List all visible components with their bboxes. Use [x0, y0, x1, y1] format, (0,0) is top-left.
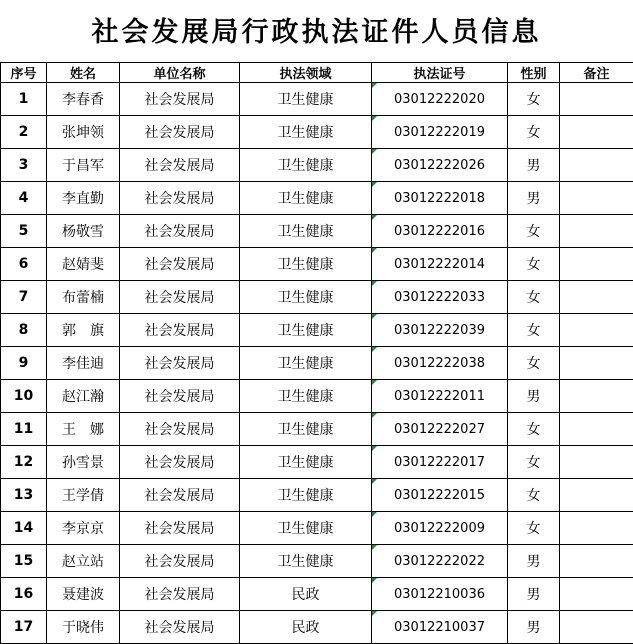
cell-cert	[372, 611, 508, 644]
cell-sex: 女	[508, 479, 560, 512]
cell-field: 卫生健康	[240, 182, 372, 215]
cert-number: 03012222027	[394, 422, 485, 437]
cell-marker-icon	[372, 512, 377, 517]
cell-name: 赵江瀚	[47, 380, 120, 413]
cell-sex: 女	[508, 248, 560, 281]
cell-marker-icon	[372, 611, 377, 616]
table-row	[1, 83, 633, 116]
cell-cert	[372, 512, 508, 545]
header-sex: 性别	[508, 63, 560, 83]
table-row	[1, 281, 633, 314]
table-row	[1, 347, 633, 380]
cell-name: 孙雪景	[47, 446, 120, 479]
cell-no: 9	[1, 347, 47, 380]
cell-field: 卫生健康	[240, 116, 372, 149]
cell-field: 卫生健康	[240, 314, 372, 347]
cell-name: 李佳迪	[47, 347, 120, 380]
cell-note	[560, 380, 633, 413]
cell-marker-icon	[372, 182, 377, 187]
cell-unit: 社会发展局	[120, 611, 240, 644]
cell-marker-icon	[372, 347, 377, 352]
cert-number: 03012222026	[394, 158, 485, 173]
cell-note	[560, 281, 633, 314]
cell-cert	[372, 314, 508, 347]
cell-unit: 社会发展局	[120, 314, 240, 347]
cert-number: 03012222038	[394, 356, 485, 371]
cell-no: 15	[1, 545, 47, 578]
cell-name: 郭 旗	[47, 314, 120, 347]
cert-number: 03012222020	[394, 92, 485, 107]
cell-name: 李春香	[47, 83, 120, 116]
cell-note	[560, 578, 633, 611]
cell-note	[560, 116, 633, 149]
cell-marker-icon	[372, 149, 377, 154]
cell-unit: 社会发展局	[120, 413, 240, 446]
cell-sex: 女	[508, 83, 560, 116]
cell-note	[560, 83, 633, 116]
cell-sex: 女	[508, 281, 560, 314]
cell-no: 1	[1, 83, 47, 116]
cell-sex: 男	[508, 149, 560, 182]
cell-marker-icon	[372, 248, 377, 253]
cell-cert	[372, 380, 508, 413]
cell-sex: 女	[508, 512, 560, 545]
header-name: 姓名	[47, 63, 120, 83]
cell-name: 布蕾楠	[47, 281, 120, 314]
cell-field: 卫生健康	[240, 380, 372, 413]
table-body	[1, 83, 633, 644]
cell-sex: 女	[508, 413, 560, 446]
cell-sex: 女	[508, 446, 560, 479]
cell-unit: 社会发展局	[120, 215, 240, 248]
cell-sex: 女	[508, 215, 560, 248]
cell-name: 聂建波	[47, 578, 120, 611]
cell-unit: 社会发展局	[120, 182, 240, 215]
table-row	[1, 413, 633, 446]
cell-unit: 社会发展局	[120, 116, 240, 149]
header-no: 序号	[1, 63, 47, 83]
cell-note	[560, 182, 633, 215]
cell-marker-icon	[372, 578, 377, 583]
cell-field: 卫生健康	[240, 479, 372, 512]
cell-no: 3	[1, 149, 47, 182]
cell-note	[560, 314, 633, 347]
cell-unit: 社会发展局	[120, 446, 240, 479]
cell-no: 6	[1, 248, 47, 281]
table-row	[1, 545, 633, 578]
table-row	[1, 314, 633, 347]
cell-unit: 社会发展局	[120, 248, 240, 281]
cell-sex: 女	[508, 314, 560, 347]
cell-unit: 社会发展局	[120, 281, 240, 314]
cell-sex: 女	[508, 347, 560, 380]
cell-name: 李直勤	[47, 182, 120, 215]
cell-no: 2	[1, 116, 47, 149]
cell-cert	[372, 83, 508, 116]
cell-note	[560, 446, 633, 479]
cell-cert	[372, 116, 508, 149]
cert-number: 03012222019	[394, 125, 485, 140]
table-row	[1, 248, 633, 281]
cell-name: 赵婧斐	[47, 248, 120, 281]
cell-no: 8	[1, 314, 47, 347]
cell-no: 10	[1, 380, 47, 413]
cell-field: 民政	[240, 611, 372, 644]
cert-number: 03012222009	[394, 521, 485, 536]
table-row	[1, 149, 633, 182]
cell-field: 卫生健康	[240, 512, 372, 545]
cert-number: 03012210036	[394, 587, 485, 602]
cell-field: 卫生健康	[240, 347, 372, 380]
cell-cert	[372, 446, 508, 479]
cell-no: 16	[1, 578, 47, 611]
cell-note	[560, 413, 633, 446]
cell-name: 张坤领	[47, 116, 120, 149]
cert-number: 03012222022	[394, 554, 485, 569]
cell-unit: 社会发展局	[120, 347, 240, 380]
cell-name: 赵立站	[47, 545, 120, 578]
cell-marker-icon	[372, 545, 377, 550]
cell-unit: 社会发展局	[120, 479, 240, 512]
cell-cert	[372, 347, 508, 380]
cell-marker-icon	[372, 314, 377, 319]
cell-cert	[372, 215, 508, 248]
cert-number: 03012222016	[394, 224, 485, 239]
cert-number: 03012222033	[394, 290, 485, 305]
cell-field: 民政	[240, 578, 372, 611]
cell-field: 卫生健康	[240, 413, 372, 446]
cell-unit: 社会发展局	[120, 545, 240, 578]
cell-no: 4	[1, 182, 47, 215]
cell-field: 卫生健康	[240, 83, 372, 116]
cell-marker-icon	[372, 116, 377, 121]
cell-sex: 女	[508, 116, 560, 149]
cell-unit: 社会发展局	[120, 149, 240, 182]
cell-marker-icon	[372, 413, 377, 418]
cell-no: 17	[1, 611, 47, 644]
cell-cert	[372, 281, 508, 314]
cell-name: 李京京	[47, 512, 120, 545]
cert-number: 03012222018	[394, 191, 485, 206]
cert-number: 03012222017	[394, 455, 485, 470]
cert-number: 03012222014	[394, 257, 485, 272]
cell-no: 7	[1, 281, 47, 314]
cell-field: 卫生健康	[240, 545, 372, 578]
header-note: 备注	[560, 63, 633, 83]
table-row	[1, 215, 633, 248]
table-row	[1, 578, 633, 611]
cell-cert	[372, 413, 508, 446]
cell-field: 卫生健康	[240, 149, 372, 182]
cell-marker-icon	[372, 446, 377, 451]
cell-cert	[372, 182, 508, 215]
cell-unit: 社会发展局	[120, 380, 240, 413]
cell-unit: 社会发展局	[120, 83, 240, 116]
table-row	[1, 380, 633, 413]
cell-unit: 社会发展局	[120, 512, 240, 545]
cert-number: 03012222015	[394, 488, 485, 503]
cell-marker-icon	[372, 479, 377, 484]
cell-marker-icon	[372, 380, 377, 385]
cert-number: 03012222039	[394, 323, 485, 338]
cell-no: 14	[1, 512, 47, 545]
cell-note	[560, 545, 633, 578]
cell-field: 卫生健康	[240, 215, 372, 248]
cell-no: 11	[1, 413, 47, 446]
cell-cert	[372, 248, 508, 281]
cert-number: 03012222011	[394, 389, 485, 404]
cell-cert	[372, 578, 508, 611]
cell-note	[560, 479, 633, 512]
table-row	[1, 611, 633, 644]
cell-name: 于昌军	[47, 149, 120, 182]
cell-sex: 男	[508, 578, 560, 611]
cell-sex: 男	[508, 380, 560, 413]
header-cert: 执法证号	[372, 63, 508, 83]
cell-name: 王学倩	[47, 479, 120, 512]
cell-field: 卫生健康	[240, 248, 372, 281]
cell-note	[560, 248, 633, 281]
cell-unit: 社会发展局	[120, 578, 240, 611]
cell-note	[560, 611, 633, 644]
cell-name: 于晓伟	[47, 611, 120, 644]
cell-no: 12	[1, 446, 47, 479]
cell-note	[560, 512, 633, 545]
cell-marker-icon	[372, 83, 377, 88]
cell-sex: 男	[508, 182, 560, 215]
cell-marker-icon	[372, 281, 377, 286]
cell-no: 13	[1, 479, 47, 512]
page-title: 社会发展局行政执法证件人员信息	[0, 0, 633, 62]
cert-number: 03012210037	[394, 620, 485, 635]
cell-cert	[372, 479, 508, 512]
cell-note	[560, 347, 633, 380]
cell-field: 卫生健康	[240, 446, 372, 479]
cell-sex: 男	[508, 545, 560, 578]
table-row	[1, 182, 633, 215]
cell-cert	[372, 149, 508, 182]
cell-field: 卫生健康	[240, 281, 372, 314]
cell-name: 王 娜	[47, 413, 120, 446]
header-field: 执法领域	[240, 63, 372, 83]
table-row	[1, 446, 633, 479]
header-unit: 单位名称	[120, 63, 240, 83]
cell-no: 5	[1, 215, 47, 248]
cell-name: 杨敬雪	[47, 215, 120, 248]
table-row	[1, 512, 633, 545]
cell-note	[560, 215, 633, 248]
cell-sex: 男	[508, 611, 560, 644]
table-row	[1, 479, 633, 512]
cell-marker-icon	[372, 215, 377, 220]
table-row	[1, 116, 633, 149]
cell-cert	[372, 545, 508, 578]
table-header-row	[1, 63, 633, 83]
cell-note	[560, 149, 633, 182]
personnel-table	[0, 62, 633, 644]
